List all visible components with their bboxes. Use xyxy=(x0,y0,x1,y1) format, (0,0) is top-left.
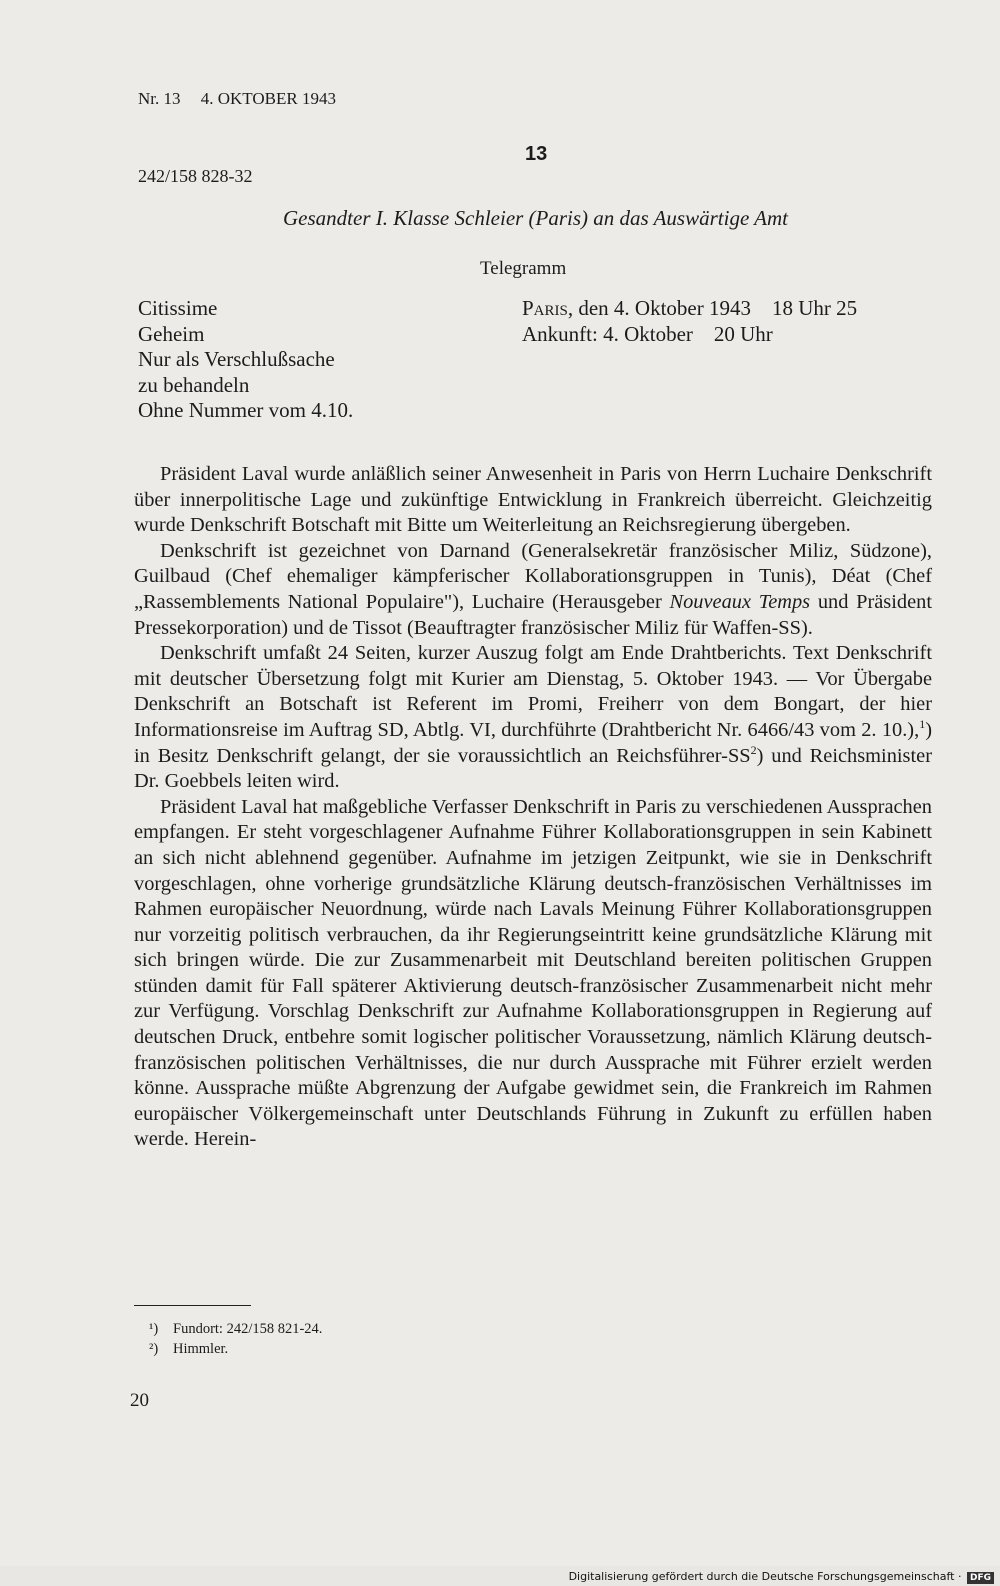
classification-line: Geheim xyxy=(138,321,205,346)
issue-number: Nr. 13 xyxy=(138,89,181,108)
publication-title: Nouveaux Temps xyxy=(669,590,811,613)
paragraph-text: ) in Besitz Denkschrift gelangt, der sie voraussichtlich an Reichsführer-SS xyxy=(134,718,932,767)
classification-line: Citissime xyxy=(138,296,218,320)
classification-line: zu behandeln xyxy=(138,372,250,397)
document-type: Telegramm xyxy=(480,258,567,279)
footnote-mark: ²) xyxy=(149,1341,159,1357)
paragraph: Präsident Laval hat maßgebliche Verfasser Denkschrift in Paris zu verschiedenen Aussprachen empfangen. Er steht vorgeschlagener Aufnahme Führer Kollaborationsgruppen in sein Kabinett an sich nicht ablehnend gegenüber. Aufnahme im jetzigen Zeitpunkt, wie sie in Denkschrift vorgeschlagen, ohne vorherige grundsätzliche Klärung deutsch-französischen Verhältnisses im Rahmen europäischer Neuordnung, würde nach Lavals Meinung Führer Kollaborationsgruppen nur vorzeitig politisch verbrauchen, da ihr Regierungseintritt keine grundsätzliche Klärung mit sich bringen würde. Die zur Zusammenarbeit mit Deutschland bereiten politischen Gruppen stünden damit für Fall späterer Aktivierung deutsch-französischer Zusammenarbeit nicht mehr zur Verfügung. Vorschlag Denkschrift zur Aufnahme Kollaborationsgruppen in Regierung auf deutschen Druck, entbehre somit logischer politischer Voraussetzung, nämlich Klärung deutsch-französischen politischen Verhältnisses, die nur durch Aussprache mit Führer erzielt werden könne. Aussprache müßte Abgrenzung der Aufgabe gewidmet sein, die Frankreich im Rahmen europäischer Völkergemeinschaft unter Deutschlands Führung in Zukunft zu erfüllen haben werde. Herein- xyxy=(134,795,932,1151)
date-time: , den 4. Oktober 1943 18 Uhr 25 xyxy=(567,296,858,320)
footnotes xyxy=(149,1319,322,1359)
credit-text: Digitalisierung gefördert durch die Deutsche Forschungsgemeinschaft · xyxy=(568,1570,962,1583)
footnote-divider xyxy=(134,1305,251,1306)
body-text xyxy=(134,462,932,1153)
digitization-credit xyxy=(569,1570,994,1584)
footnote-text: Himmler. xyxy=(173,1341,229,1357)
footnote-ref: 2 xyxy=(750,742,757,757)
place-name: Paris xyxy=(522,296,568,320)
document-title: Gesandter I. Klasse Schleier (Paris) an das Auswärtige Amt xyxy=(283,206,788,230)
footnote-mark: ¹) xyxy=(149,1321,159,1337)
paragraph: Präsident Laval wurde anläßlich seiner Anwesenheit in Paris von Herrn Luchaire Denkschrift über innerpolitische Lage und zukünftige Entwicklung in Frankreich überreicht. Gleichzeitig wurde Denkschrift Botschaft mit Bitte um Weiterleitung an Reichsregierung übergeben. xyxy=(134,463,932,537)
classification-line: Nur als Verschlußsache xyxy=(138,347,335,371)
footnote-text: Fundort: 242/158 821-24. xyxy=(173,1321,323,1337)
paragraph-text: und Präsident Pressekorporation) und de Tissot (Beauftragter französischer Miliz für Waffen-SS). xyxy=(134,590,932,639)
paragraph xyxy=(134,641,932,795)
file-reference: 242/158 828-32 xyxy=(138,166,253,186)
paragraph-text: ) und Reichsminister Dr. Goebbels leiten wird. xyxy=(134,744,932,793)
dfg-logo: DFG xyxy=(967,1572,994,1584)
paragraph-text: Denkschrift ist gezeichnet von Darnand (Generalsekretär französischer Miliz, Südzone), Guilbaud (Chef ehemaliger kämpferischer Kollaborationsgruppen in Tunis), Déat (Chef „Rassemblements National Populaire"), Luchaire (Herausgeber xyxy=(134,539,932,613)
running-header xyxy=(138,89,336,109)
footnote xyxy=(149,1319,322,1339)
dateline xyxy=(522,296,857,322)
footnote xyxy=(149,1339,322,1359)
arrival-line: Ankunft: 4. Oktober 20 Uhr xyxy=(522,321,773,346)
paragraph-text: Denkschrift umfaßt 24 Seiten, kurzer Auszug folgt am Ende Drahtberichts. Text Denkschrift mit deutscher Übersetzung folgt mit Kurier am Dienstag, 5. Oktober 1943. — Vor Übergabe Denkschrift an Botschaft ist Referent im Promi, Freiherr von dem Bongart, der hier Informationsreise im Auftrag SD, Abtlg. VI, durchführte (Drahtbericht Nr. 6466/43 vom 2. 10.), xyxy=(134,642,932,741)
header-date: 4. OKTOBER 1943 xyxy=(200,89,336,108)
footnote-ref: 1 xyxy=(919,717,926,732)
classification-line: Ohne Nummer vom 4.10. xyxy=(138,398,354,422)
page-number: 20 xyxy=(130,1390,149,1411)
paragraph xyxy=(134,539,932,641)
dateline-block xyxy=(522,296,857,347)
document-number: 13 xyxy=(525,143,548,165)
classification-block xyxy=(138,296,353,424)
